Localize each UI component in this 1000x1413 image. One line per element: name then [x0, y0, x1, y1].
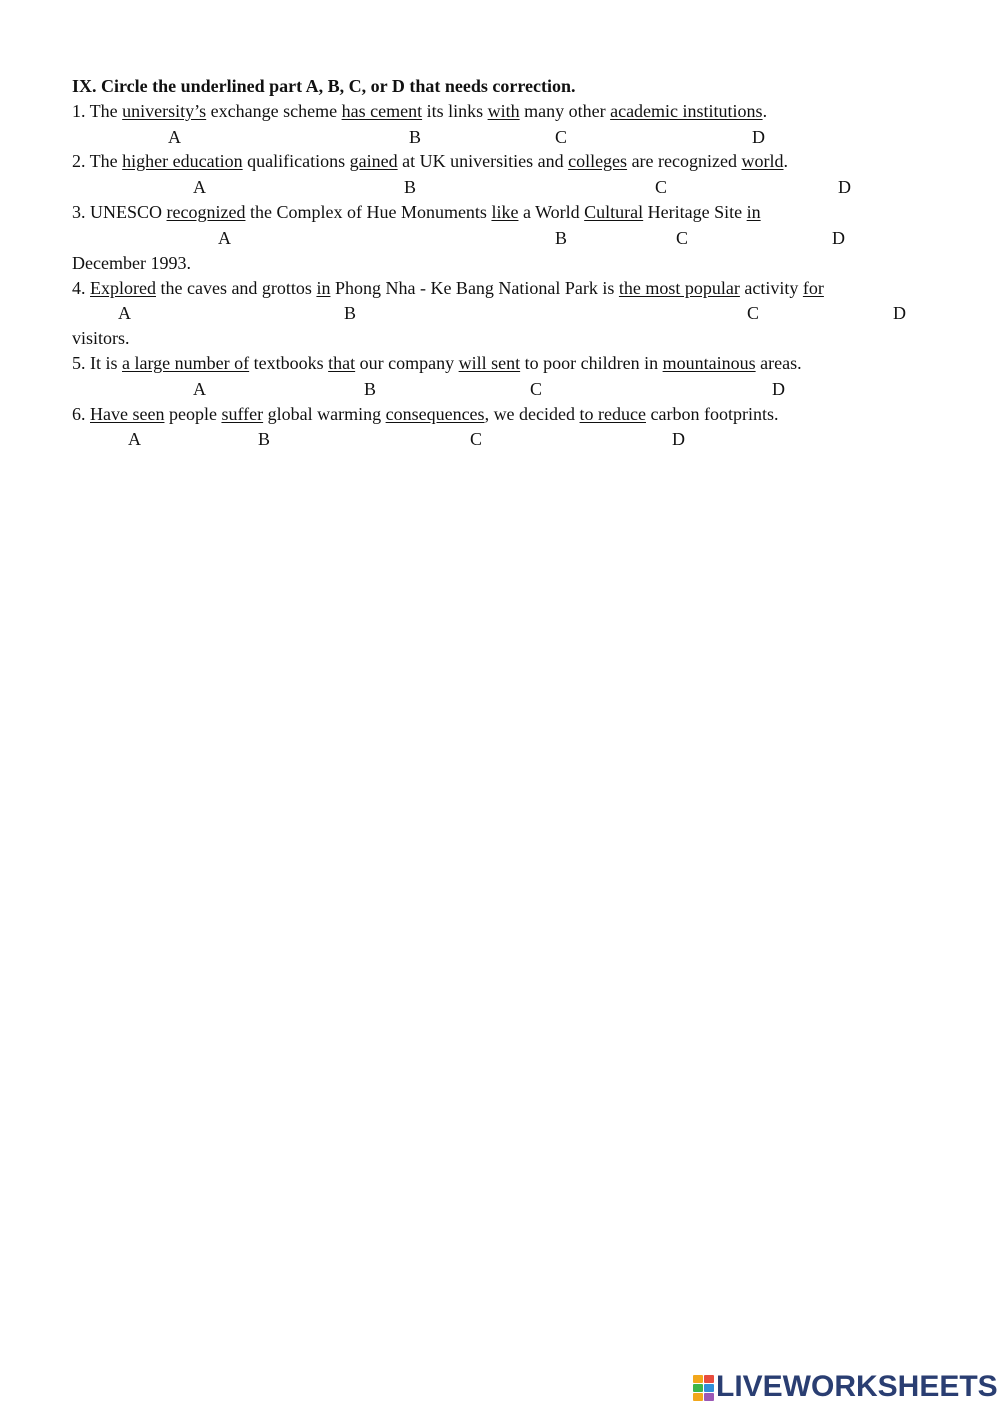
sentence-text: its links [422, 101, 488, 121]
option-letter-d[interactable]: D [832, 228, 845, 248]
option-letter-c[interactable]: C [555, 127, 568, 147]
underlined-option[interactable]: in [746, 202, 761, 222]
option-letter-d[interactable]: D [672, 429, 685, 449]
question-6-text [72, 403, 778, 425]
underlined-option[interactable]: higher education [122, 151, 243, 171]
question-3-continuation [72, 252, 191, 274]
liveworksheets-logo-icon [693, 1375, 713, 1399]
sentence-text: 5. It is [72, 353, 123, 373]
sentence-text: qualifications [242, 151, 350, 171]
sentence-text: visitors. [72, 328, 130, 348]
sentence-text: , we decided [484, 404, 580, 424]
underlined-option[interactable]: will sent [458, 353, 521, 373]
underlined-option[interactable]: world [741, 151, 784, 171]
option-letter-a[interactable]: A [218, 228, 231, 248]
sentence-text: the Complex of Hue Monuments [245, 202, 492, 222]
underlined-option[interactable]: mountainous [662, 353, 756, 373]
sentence-text: are recognized [627, 151, 742, 171]
option-letter-b[interactable]: B [404, 177, 417, 197]
sentence-text: exchange scheme [206, 101, 342, 121]
sentence-text: Phong Nha - Ke Bang National Park is [330, 278, 619, 298]
underlined-option[interactable]: gained [349, 151, 398, 171]
underlined-option[interactable]: for [802, 278, 824, 298]
underlined-option[interactable]: a large number of [122, 353, 250, 373]
sentence-text: global warming [263, 404, 386, 424]
question-4-options [0, 302, 1000, 324]
sentence-text: people [164, 404, 222, 424]
option-letter-c[interactable]: C [530, 379, 543, 399]
underlined-option[interactable]: has cement [341, 101, 423, 121]
question-5-options [0, 378, 1000, 400]
option-letter-a[interactable]: A [118, 303, 131, 323]
question-3-options [0, 227, 1000, 249]
question-5-text [72, 352, 802, 374]
underlined-option[interactable]: recognized [166, 202, 246, 222]
sentence-text: textbooks [249, 353, 329, 373]
underlined-option[interactable]: the most popular [618, 278, 740, 298]
sentence-text: the caves and grottos [155, 278, 317, 298]
underlined-option[interactable]: to reduce [579, 404, 646, 424]
option-letter-b[interactable]: B [344, 303, 357, 323]
option-letter-c[interactable]: C [470, 429, 483, 449]
sentence-text: December 1993. [72, 253, 191, 273]
question-3-text [72, 201, 761, 223]
sentence-text: 3. UNESCO [72, 202, 167, 222]
sentence-text: . [783, 151, 788, 171]
sentence-text: Heritage Site [643, 202, 747, 222]
sentence-text: 6. [72, 404, 90, 424]
underlined-option[interactable]: suffer [221, 404, 264, 424]
option-letter-b[interactable]: B [364, 379, 377, 399]
option-letter-a[interactable]: A [168, 127, 181, 147]
option-letter-c[interactable]: C [676, 228, 689, 248]
option-letter-c[interactable]: C [747, 303, 760, 323]
sentence-text: to poor children in [520, 353, 663, 373]
underlined-option[interactable]: Have seen [90, 404, 165, 424]
logo-text: LIVEWORKSHEETS [716, 1370, 998, 1403]
sentence-text: many other [519, 101, 611, 121]
question-6-options [0, 428, 1000, 450]
question-2-text [72, 150, 788, 172]
underlined-option[interactable]: academic institutions [610, 101, 763, 121]
sentence-text: carbon footprints. [646, 404, 779, 424]
underlined-option[interactable]: university’s [122, 101, 207, 121]
option-letter-d[interactable]: D [893, 303, 906, 323]
option-letter-d[interactable]: D [772, 379, 785, 399]
sentence-text: at UK universities and [397, 151, 569, 171]
underlined-option[interactable]: in [316, 278, 331, 298]
underlined-option[interactable]: like [491, 202, 519, 222]
question-4-continuation [72, 327, 130, 349]
sentence-text: . [762, 101, 768, 121]
sentence-text: 2. The [72, 151, 123, 171]
option-letter-a[interactable]: A [128, 429, 141, 449]
option-letter-b[interactable]: B [555, 228, 568, 248]
question-1-text [72, 100, 767, 122]
option-letter-d[interactable]: D [838, 177, 851, 197]
question-1-options [0, 126, 1000, 148]
underlined-option[interactable]: that [328, 353, 356, 373]
sentence-text: 1. The [72, 101, 123, 121]
exercise-heading: IX. Circle the underlined part A, B, C, or D that needs correction. [72, 76, 576, 96]
sentence-text: activity [739, 278, 803, 298]
option-letter-a[interactable]: A [193, 177, 206, 197]
underlined-option[interactable]: consequences [385, 404, 485, 424]
option-letter-c[interactable]: C [655, 177, 668, 197]
sentence-text: 4. [72, 278, 90, 298]
option-letter-b[interactable]: B [258, 429, 271, 449]
sentence-text: a World [518, 202, 585, 222]
underlined-option[interactable]: Explored [90, 278, 156, 298]
underlined-option[interactable]: Cultural [584, 202, 644, 222]
option-letter-a[interactable]: A [193, 379, 206, 399]
question-2-options [0, 176, 1000, 198]
underlined-option[interactable]: with [487, 101, 520, 121]
liveworksheets-logo[interactable] [693, 1372, 998, 1402]
option-letter-d[interactable]: D [752, 127, 765, 147]
underlined-option[interactable]: colleges [568, 151, 628, 171]
sentence-text: our company [355, 353, 459, 373]
sentence-text: areas. [755, 353, 802, 373]
question-4-text [72, 277, 824, 299]
option-letter-b[interactable]: B [409, 127, 422, 147]
